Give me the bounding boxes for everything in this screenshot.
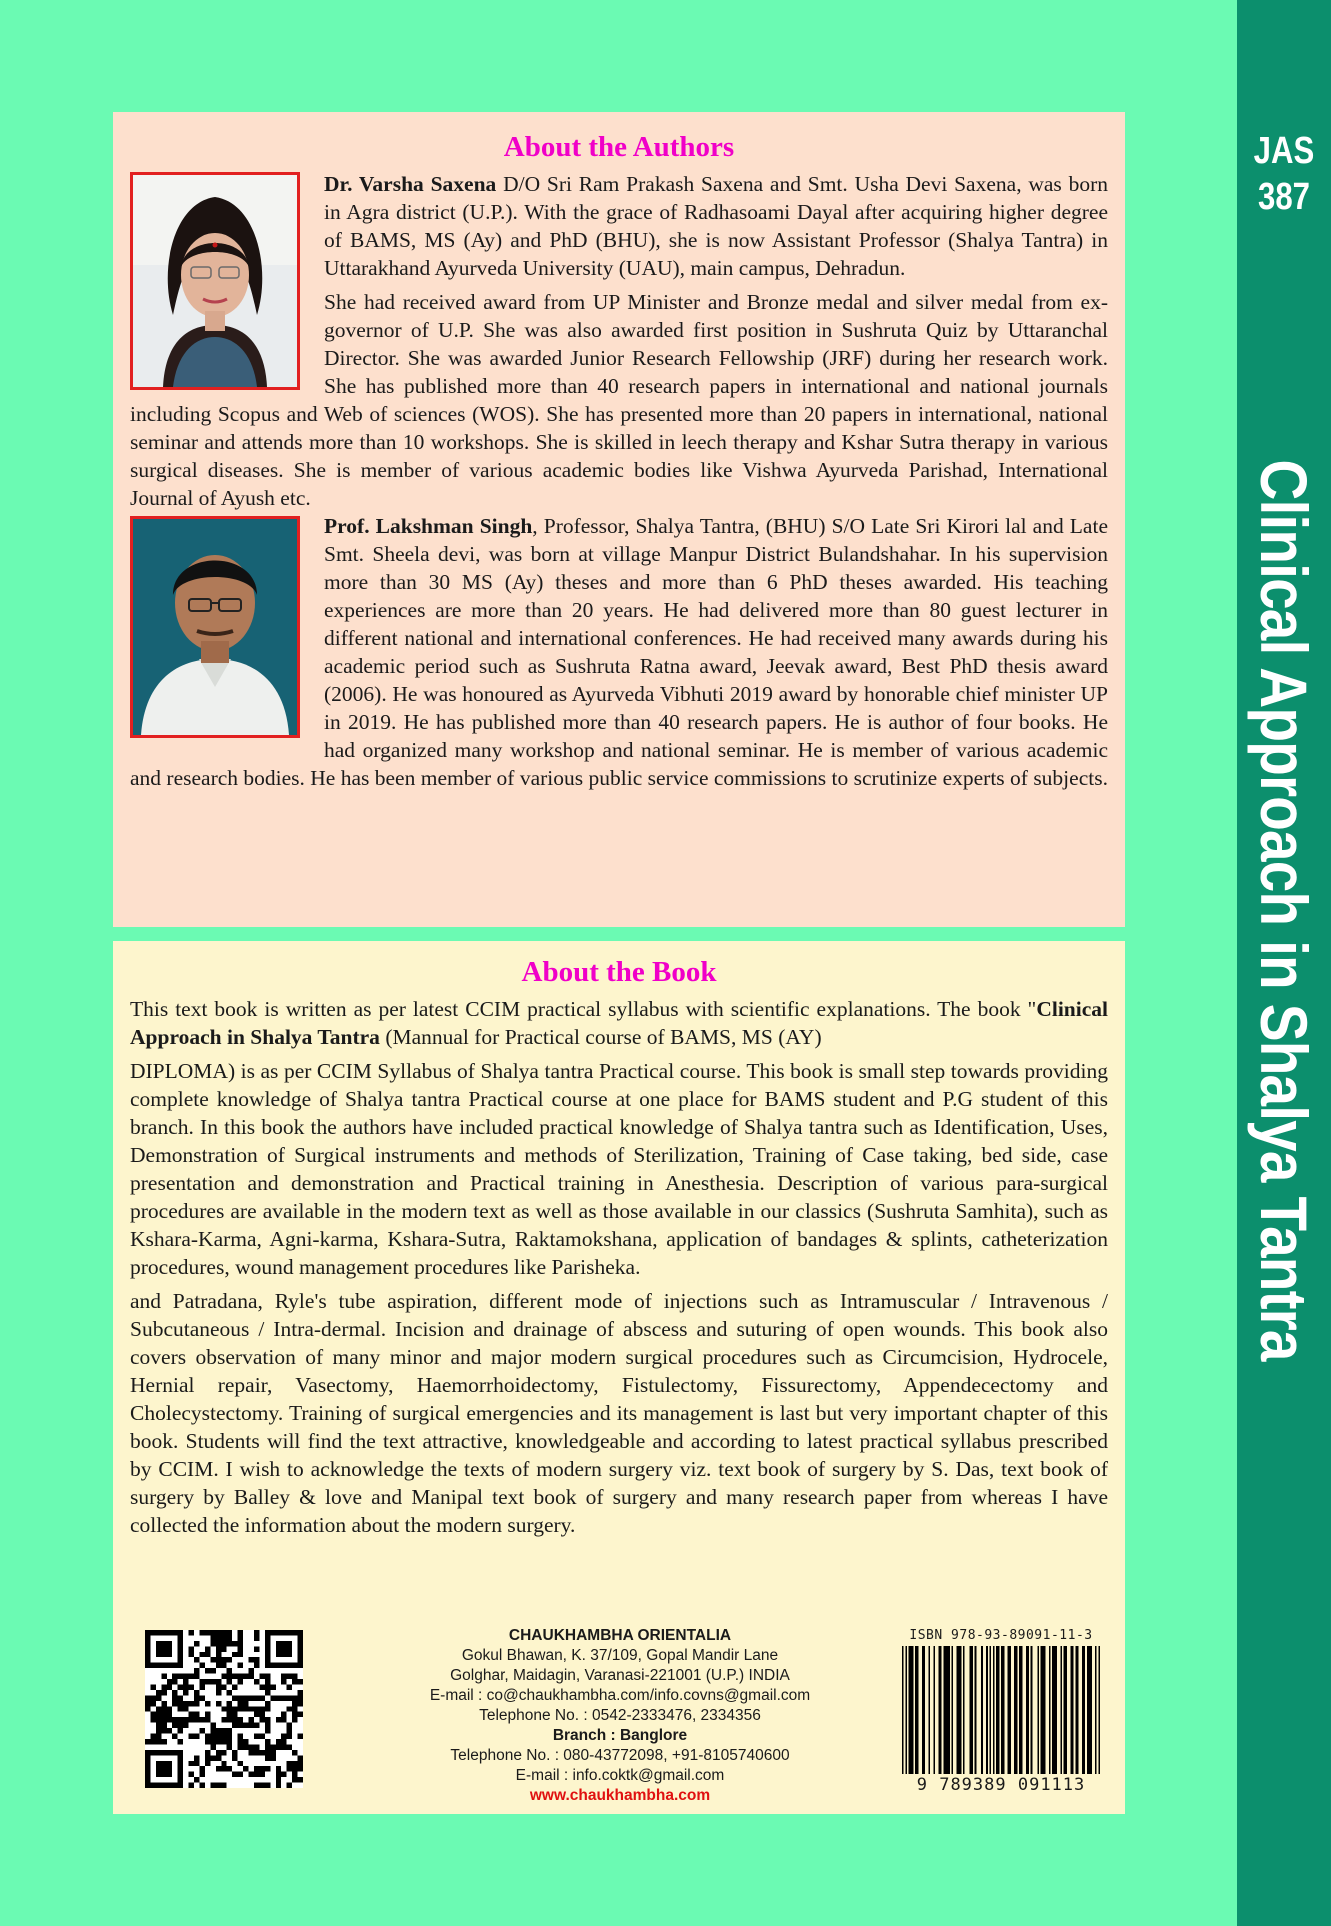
author1-photo — [130, 172, 300, 390]
author2-portrait-image — [133, 519, 297, 735]
publisher-email: E-mail : co@chaukhambha.com/info.covns@gmail.com — [429, 1687, 811, 1704]
author1-bio: She had received award from UP Minister and Bronze medal and silver medal from ex-governor of U.P. She was also awarded first position in Sushruta Quiz by Uttaranchal Director. She was awarded Junior Research Fellowship (JRF) during her research work. She has published more than 40 research papers in international and national journals including Scopus and Web of sciences (WOS). She has presented more than 20 papers in international, national seminar and attends more than 10 workshops. She is skilled in leech therapy and Kshar Sutra therapy in various surgical diseases. She is member of various academic bodies like Vishwa Ayurveda Parishad, International Journal of Ayush etc. — [130, 290, 1108, 510]
book-para-1 — [130, 995, 1108, 1051]
publisher-name: CHAUKHAMBHA ORIENTALIA — [508, 1627, 732, 1644]
author2-name: Prof. Lakshman Singh — [324, 514, 533, 538]
spine-title — [1246, 386, 1322, 1434]
series-code-line1: JAS — [1253, 130, 1315, 172]
publisher-telephone: Telephone No. : 0542-2333476, 2334356 — [479, 1707, 761, 1724]
publisher-address-line1: Gokul Bhawan, K. 37/109, Gopal Mandir Lane — [461, 1647, 779, 1664]
branch-telephone: Telephone No. : 080-43772098, +91-8105740600 — [450, 1747, 790, 1764]
publisher-website: www.chaukhambha.com — [529, 1787, 711, 1804]
barcode-image — [902, 1646, 1100, 1774]
book-para-3: and Patradana, Ryle's tube aspiration, different mode of injections such as Intramuscular / Intravenous / Subcutaneous / Intra-dermal. Incision and drainage of abscess and suturing of open wounds. This book also covers observation of many minor and major modern surgical procedures such as Circumcision, Hydrocele, Hernial repair, Vasectomy, Haemorrhoidectomy, Fistulectomy, Fissurectomy, Appendecectomy and Cholecystectomy. Training of surgical emergencies and its management is last but very important chapter of this book. Students will find the text attractive, knowledgeable and according to latest practical syllabus prescribed by CCIM. I wish to acknowledge the texts of modern surgery viz. text book of surgery by S. Das, text book of surgery by Balley & love and Manipal text book of surgery and many research paper from whereas I have collected the information about the modern surgery. — [130, 1289, 1108, 1537]
author1-portrait-image — [133, 175, 297, 387]
about-authors-panel — [113, 112, 1125, 927]
spine — [1237, 0, 1331, 1926]
qr-code-image — [145, 1630, 303, 1788]
author2-photo — [130, 516, 300, 738]
series-code — [1245, 128, 1322, 220]
qr-code — [145, 1630, 303, 1788]
footer — [130, 1622, 1108, 1802]
branch-email: E-mail : info.coktk@gmail.com — [515, 1767, 725, 1784]
author2-bio-text: , Professor, Shalya Tantra, (BHU) S/O Late Sri Kirori lal and Late Smt. Sheela devi, was born at village Manpur District Bulandshahar. In his supervision more than 30 MS (Ay) theses and more than 6 PhD theses awarded. His teaching experiences are more than 20 years. He had delivered more than 80 guest lecturer in different national and international conferences. He had received many awards during his academic period such as Sushruta Ratna award, Jeevak award, Best PhD thesis award (2006). He was honoured as Ayurveda Vibhuti 2019 award by honorable chief minister UP in 2019. He has published more than 40 research papers. He is author of four books. He had organized many workshop and national seminar. He is member of various academic and research bodies. He has been member of various public service commissions to scrutinize experts of subjects. — [130, 514, 1108, 790]
barcode-bars — [902, 1646, 1100, 1774]
author1-name: Dr. Varsha Saxena — [324, 172, 497, 196]
book-para-2: DIPLOMA) is as per CCIM Syllabus of Shalya tantra Practical course. This book is small step towards providing complete knowledge of Shalya tantra Practical course at one place for BAMS student and P.G student of this branch. In this book the authors have included practical knowledge of Shalya tantra such as Identification, Uses, Demonstration of Surgical instruments and methods of Sterilization, Training of Case taking, bed side, case presentation and demonstration and Practical training in Anesthesia. Description of various para-surgical procedures are available in the modern text as well as those available in our classics (Sushruta Samhita), such as Kshara-Karma, Agni-karma, Kshara-Sutra, Raktamokshana, application of bandages & splints, catheterization procedures, wound management procedures like Parisheka. — [130, 1059, 1108, 1279]
isbn-label: ISBN 978-93-89091-11-3 — [909, 1628, 1093, 1643]
book-para-1-start: This text book is written as per latest CCIM practical syllabus with scientific explanations. The book " — [130, 997, 1037, 1021]
publisher-info — [420, 1626, 820, 1806]
spine-title-text: Clinical Approach in Shalya Tantra — [1247, 459, 1321, 1361]
isbn-barcode — [902, 1628, 1100, 1798]
publisher-address-line2: Golghar, Maidagin, Varanasi-221001 (U.P.) INDIA — [450, 1667, 790, 1684]
author1-intro-text: D/O Sri Ram Prakash Saxena and Smt. Usha Devi Saxena, was born in Agra district (U.P.). With the grace of Radhasoami Dayal after acquiring higher degree of BAMS, MS (Ay) and PhD (BHU), she is now Assistant Professor (Shalya Tantra) in Uttarakhand Ayurveda University (UAU), main campus, Dehradun. — [324, 172, 1108, 280]
book-title-inline: Clinical Approach in Shalya Tantra — [130, 997, 1108, 1049]
branch-label: Branch : Banglore — [552, 1727, 688, 1744]
authors-heading: About the Authors — [503, 131, 735, 163]
about-book-panel — [113, 941, 1125, 1814]
book-heading: About the Book — [521, 956, 717, 988]
series-code-line2: 387 — [1258, 176, 1310, 218]
book-para-1-end: (Mannual for Practical course of BAMS, MS (AY) — [379, 1025, 822, 1049]
isbn-digits: 9 789389 091113 — [916, 1775, 1086, 1795]
